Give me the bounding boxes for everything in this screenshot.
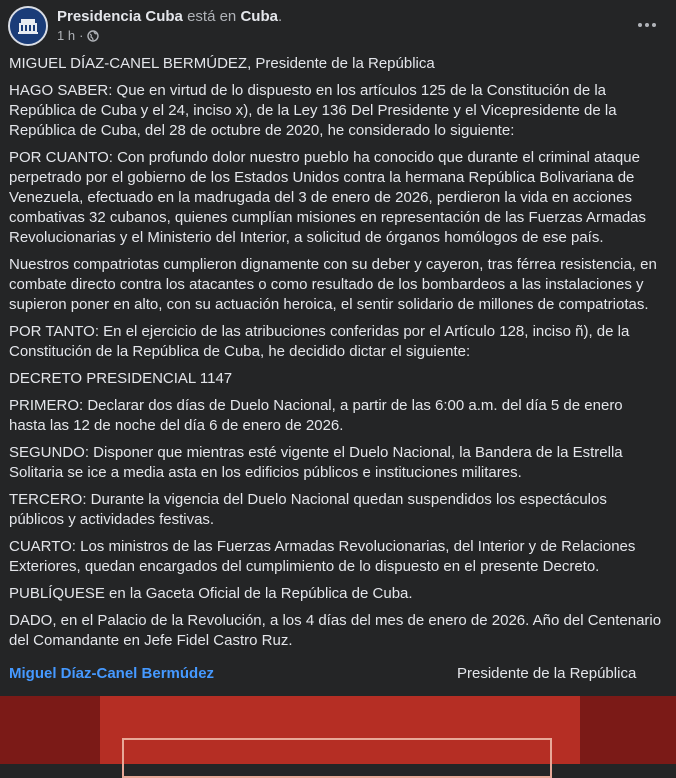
post-paragraph: POR TANTO: En el ejercicio de las atribuciones conferidas por el Artículo 128, inciso ñ), de la Constitución de la República de Cuba, he decidido dictar el siguiente:: [9, 323, 630, 360]
image-frame: [122, 738, 552, 778]
location-suffix: .: [277, 8, 283, 25]
globe-icon[interactable]: [87, 30, 99, 42]
page-name-link[interactable]: Presidencia Cuba: [57, 8, 183, 25]
post-paragraph: TERCERO: Durante la vigencia del Duelo Nacional quedan suspendidos los espectáculos públicos y actividades festivas.: [9, 491, 607, 528]
post-time[interactable]: 1 h: [57, 28, 76, 43]
checkin-text: está en: [187, 8, 237, 25]
post-text: [9, 54, 663, 658]
post-paragraph: PUBLÍQUESE en la Gaceta Oficial de la República de Cuba.: [9, 585, 413, 602]
location-link[interactable]: Cuba: [240, 8, 278, 25]
post-paragraph: MIGUEL DÍAZ-CANEL BERMÚDEZ, Presidente de la República: [9, 55, 435, 72]
post-paragraph: POR CUANTO: Con profundo dolor nuestro pueblo ha conocido que durante el criminal ataque perpetrado por el gobierno de los Estados Unidos contra la hermana República Bolivariana de Venezuela, efectuado en la madrugada del 3 de enero de 2026, perdieron la vida en acciones combativas 32 cubanos, quienes cumplían misiones en representación de las Fuerzas Armadas Revolucionarias y el Ministerio del Interior, a solicitud de órganos homólogos de ese país.: [9, 149, 647, 246]
post-paragraph: SEGUNDO: Disponer que mientras esté vigente el Duelo Nacional, la Bandera de la Estrella Solitaria se ice a media asta en los edificios públicos e instituciones militares.: [9, 444, 623, 481]
post-meta: [57, 28, 99, 43]
post-paragraph: HAGO SABER: Que en virtud de lo dispuesto en los artículos 125 de la Constitución de la República de Cuba y el 24, inciso x), de la Ley 136 Del Presidente y el Vicepresidente de la República de Cuba, del 28 de octubre de 2020, he considerado lo siguiente:: [9, 82, 617, 139]
post-image[interactable]: [0, 696, 676, 764]
meta-separator: ·: [79, 28, 84, 43]
post-paragraph: PRIMERO: Declarar dos días de Duelo Nacional, a partir de las 6:00 a.m. del día 5 de enero hasta las 12 de noche del día 6 de enero de 2026.: [9, 397, 623, 434]
post-header: [0, 0, 676, 54]
page-avatar[interactable]: [8, 6, 48, 46]
author-line: [57, 8, 282, 25]
signature-title: Presidente de la República: [457, 665, 637, 682]
post-paragraph: Nuestros compatriotas cumplieron dignamente con su deber y cayeron, tras férrea resistencia, en combate directo contra los atacantes o como resultado de los bombardeos a las instalaciones y supieron poner en alto, con su actuación heroica, el sentir solidario de millones de compatriotas.: [9, 256, 657, 313]
more-options-icon[interactable]: [630, 10, 664, 40]
post-paragraph: CUARTO: Los ministros de las Fuerzas Armadas Revolucionarias, del Interior y de Relaciones Exteriores, quedan encargados del cumplimiento de lo dispuesto en el presente Decreto.: [9, 538, 636, 575]
signature-name-link[interactable]: Miguel Díaz-Canel Bermúdez: [9, 665, 215, 682]
post-paragraph: DADO, en el Palacio de la Revolución, a los 4 días del mes de enero de 2026. Año del Centenario del Comandante en Jefe Fidel Castro Ruz.: [9, 612, 662, 649]
presidency-logo-icon: [10, 8, 46, 44]
post-paragraph: DECRETO PRESIDENCIAL 1147: [9, 370, 233, 387]
signature-row: [9, 664, 663, 686]
